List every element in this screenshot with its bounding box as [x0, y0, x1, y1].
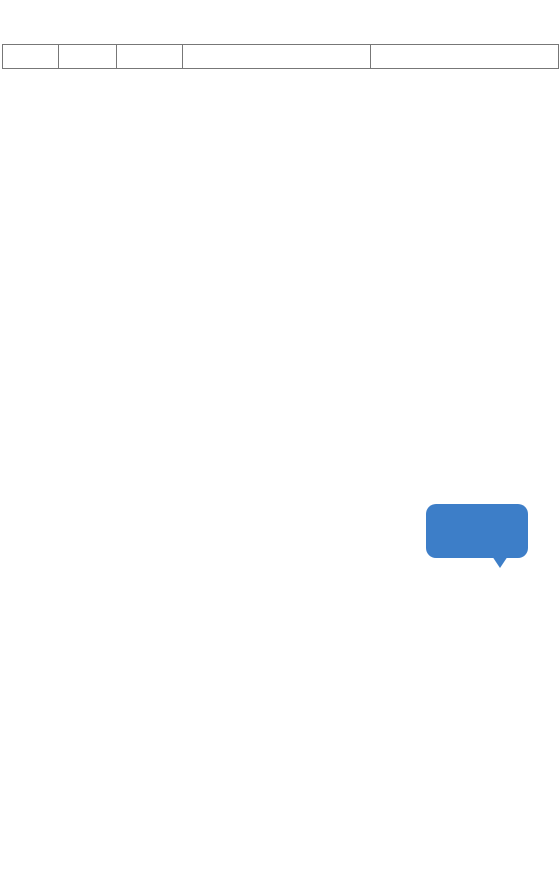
schedule-table [2, 44, 559, 69]
header-am [183, 45, 371, 69]
header-pm [371, 45, 559, 69]
header-doctor [117, 45, 183, 69]
header-row [3, 45, 559, 69]
header-day [3, 45, 59, 69]
doyo-ushi-bubble [426, 504, 528, 558]
header-weekday [59, 45, 117, 69]
